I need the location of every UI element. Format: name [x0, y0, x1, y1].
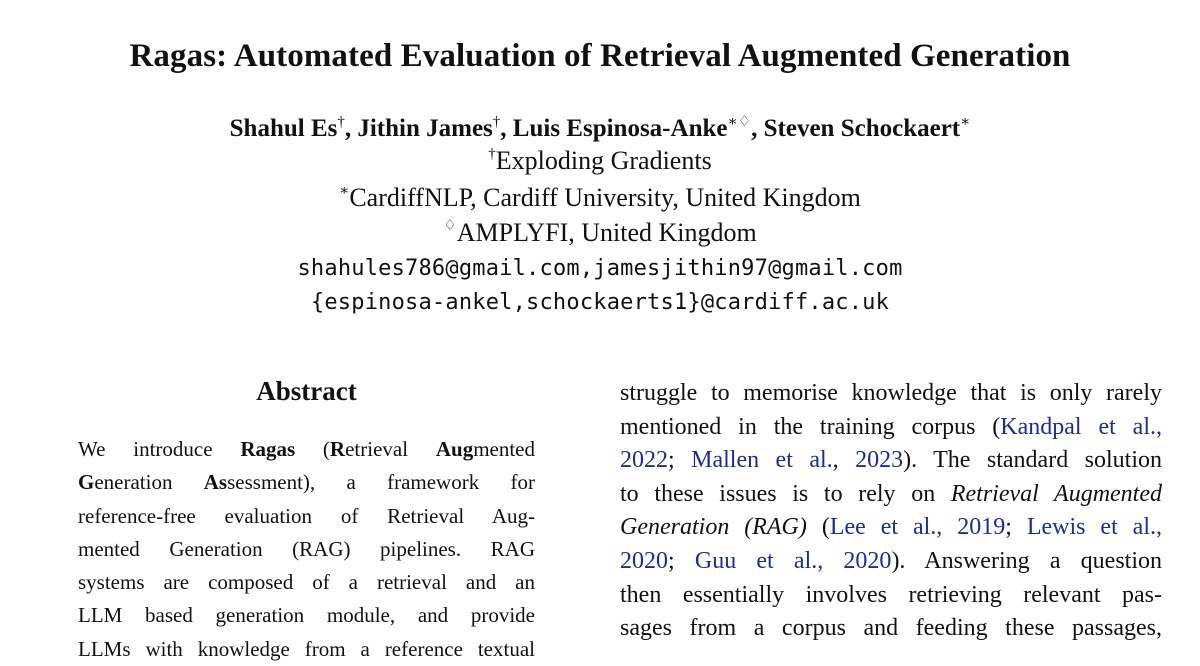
citation-link[interactable]: Kandpal et al.,	[1000, 413, 1162, 440]
text-run: ,	[832, 447, 856, 474]
affiliation-mark: ♢	[443, 218, 457, 234]
author-mark: †	[492, 114, 501, 130]
body-line: then essentially involves retrieving relevant pas-	[620, 581, 1162, 608]
affiliation-text: Exploding Gradients	[495, 146, 712, 175]
abstract-line: LLM based generation module, and provide	[78, 603, 535, 628]
citation-link[interactable]: Guu et al., 2020	[694, 547, 892, 574]
text-run-bold: g	[462, 437, 474, 461]
email-line[interactable]: {espinosa-ankel,schockaerts1}@cardiff.ac.uk	[310, 290, 890, 315]
affiliation-mark: †	[488, 146, 496, 162]
text-run: mentioned in the training corpus (	[620, 413, 1001, 440]
paper-title: Ragas: Automated Evaluation of Retrieval Augmented Generation	[129, 38, 1071, 74]
affiliation-text: AMPLYFI, United Kingdom	[456, 218, 757, 247]
abstract-line: systems are composed of a retrieval and an	[78, 570, 535, 595]
body-line	[620, 545, 1162, 579]
text-run: ). The standard solution	[903, 447, 1162, 474]
text-run: ;	[1005, 514, 1027, 541]
text-run-italic: Generation (RAG)	[620, 514, 807, 541]
author-name: Luis Espinosa-Anke	[512, 115, 728, 142]
text-run-bold: Ragas	[240, 437, 296, 461]
citation-link[interactable]: 2023	[855, 447, 904, 474]
text-run: ;	[668, 447, 692, 474]
affiliation	[0, 216, 1200, 248]
text-run-bold: R	[329, 437, 346, 461]
text-run-bold: G	[78, 470, 95, 495]
body-line: sages from a corpus and feeding these passages,	[620, 615, 1162, 642]
affiliation	[0, 146, 1200, 176]
author-name: Jithin James	[357, 115, 493, 142]
body-line	[620, 478, 1162, 512]
author-mark: ∗	[960, 114, 971, 130]
text-run: eneration	[94, 470, 204, 495]
citation-link[interactable]: Mallen et al.	[691, 447, 833, 474]
text-run: (	[295, 437, 330, 461]
author-mark: ∗♢	[727, 114, 752, 130]
text-run-italic: Retrieval Augmented	[950, 480, 1162, 507]
text-run-bold: As	[203, 470, 228, 495]
abstract-line: reference-free evaluation of Retrieval Aug-	[78, 503, 535, 528]
author-name: Steven Schockaert	[763, 115, 961, 142]
email-line[interactable]: shahules786@gmail.com,jamesjithin97@gmail.com	[297, 256, 903, 281]
citation-link[interactable]: 2020	[620, 547, 668, 574]
abstract-body	[78, 433, 535, 666]
text-run: (	[806, 514, 830, 541]
body-line	[620, 411, 1162, 445]
text-run: etrieval	[345, 437, 436, 461]
text-run-bold: A	[435, 437, 451, 461]
text-run: to these issues is to rely on	[620, 480, 951, 507]
citation-link[interactable]: 2022	[620, 447, 668, 474]
text-run: mented	[473, 437, 535, 461]
text-run: We introduce	[78, 437, 241, 461]
abstract-line	[78, 466, 535, 499]
body-line: struggle to memorise knowledge that is only rarely	[620, 380, 1162, 406]
body-line	[620, 444, 1162, 478]
affiliation	[0, 181, 1200, 213]
body-text-column	[620, 377, 1162, 646]
author-list	[0, 112, 1200, 143]
author-separator: ,	[751, 115, 764, 142]
author-separator: ,	[344, 115, 358, 142]
abstract-line	[78, 433, 535, 466]
text-run-bold: u	[451, 437, 463, 461]
affiliation-mark: ∗	[339, 183, 350, 199]
abstract-line: LLMs with knowledge from a reference textual	[78, 636, 535, 661]
citation-link[interactable]: Lewis et al.,	[1026, 514, 1163, 541]
body-line	[620, 511, 1162, 545]
abstract-line: mented Generation (RAG) pipelines. RAG	[78, 536, 535, 561]
abstract-heading: Abstract	[256, 376, 357, 406]
author-separator: ,	[500, 115, 513, 142]
text-run: ;	[668, 547, 695, 574]
text-run: sessment), a framework for	[227, 470, 535, 495]
citation-link[interactable]: Lee et al., 2019	[829, 514, 1006, 541]
author-name: Shahul Es	[229, 115, 338, 142]
affiliation-text: CardiffNLP, Cardiff University, United Kingdom	[349, 183, 861, 212]
author-mark: †	[337, 114, 345, 130]
text-run: ). Answering a question	[891, 547, 1162, 574]
